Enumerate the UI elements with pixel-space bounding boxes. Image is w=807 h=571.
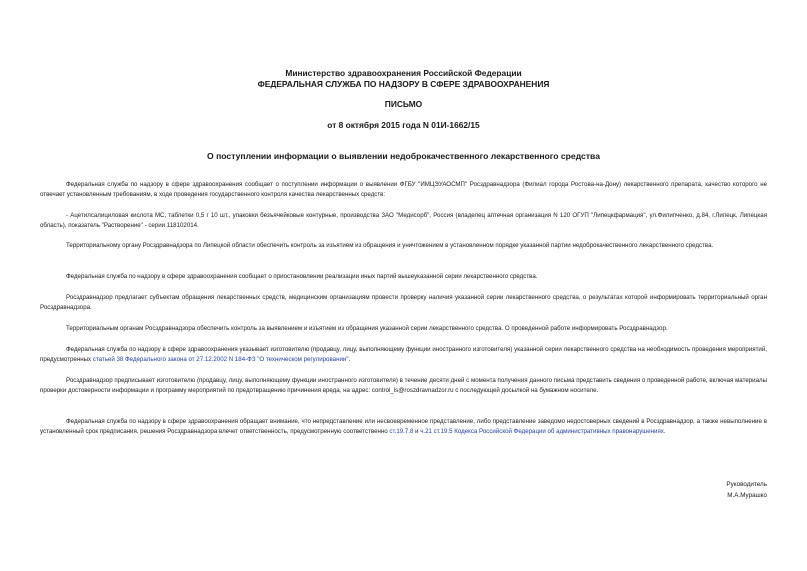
paragraph-2: - Ацетилсалициловая кислота МС, таблетки 0,5 г 10 шт., упаковки безъячейковые контурные, производства ЗАО "Медисорб", Россия (владелец аптечная организация N 120 ОГУП "Липецкфармация", ул.Филипченко, д.84, г.Липецк, Липецкая область), показатель "Растворение" - серии 118102014. [40, 212, 767, 230]
paragraph-7 [40, 345, 767, 366]
law-184-fz-link[interactable]: статьей 38 Федерального закона от 27.12.2002 N 184-ФЗ "О техническом регулировании" [92, 356, 349, 364]
paragraph-9-mid: и [413, 428, 421, 436]
paragraph-9-text: Федеральная служба по надзору в сфере здравоохранения обращает внимание, что непредставление или несвоевременное представление, либо представление заведомо недостоверных сведений в Росздравнадзор, а также невыполнение в установленный срок предписания, решения Росздравнадзора влечет ответственность, предусмотренную соответственно [40, 418, 767, 436]
signature-name: М.А.Мурашко [727, 492, 767, 499]
paragraph-3: Территориальному органу Росздравнадзора по Липецкой области обеспечить контроль за изъятием из обращения и уничтожением в установленном порядке указанной партии недоброкачественного лекарственного средства. [66, 242, 714, 249]
paragraph-7-text: Федеральная служба по надзору в сфере здравоохранения указывает изготовителю (продавцу, лицу, выполняющему функции иностранного изготовителя) указанной серии лекарственного средства на необходимость проведения мероприятий, предусмотренных [40, 346, 767, 364]
paragraph-9 [40, 417, 767, 438]
paragraph-4: Федеральная служба по надзору в сфере здравоохранения сообщает о приостановлении реализации иных партий вышеуказанной серии лекарственного средства. [66, 273, 538, 280]
koap-19-7-8-link[interactable]: ст.19.7.8 [389, 428, 414, 436]
paragraph-7-end: . [348, 356, 351, 364]
paragraph-6: Территориальным органам Росздравнадзора обеспечить контроль за выявлением и изъятием из обращения указанной серии лекарственного средства. О проведенной работе информировать Росздравнадзор. [66, 325, 668, 332]
paragraph-9-end: . [663, 428, 666, 436]
document-subject: О поступлении информации о выявлении недоброкачественного лекарственного средства [207, 151, 600, 161]
paragraph-1: Федеральная служба по надзору в сфере здравоохранения сообщает о поступлении информации о выявлении ФГБУ "ИМЦЭУАОСМП" Росздравнадзора (Филиал города Ростова-на-Дону) лекарственного препарата, качество которого не отвечает установленным требованиям, в ходе проведения государственного контроля качества лекарственных средств: [40, 181, 767, 199]
signature-title: Руководитель [726, 481, 767, 488]
ministry-name: Министерство здравоохранения Российской Федерации [285, 68, 522, 78]
document-date-number: от 8 октября 2015 года N 01И-1662/15 [327, 120, 480, 130]
koap-19-5-link[interactable]: ч.21 ст.19.5 Кодекса Российской Федерации об административных правонарушениях [420, 428, 664, 436]
service-name: ФЕДЕРАЛЬНАЯ СЛУЖБА ПО НАДЗОРУ В СФЕРЕ ЗДРАВООХРАНЕНИЯ [257, 79, 550, 89]
paragraph-8: Росздравнадзор предписывает изготовителю (продавцу, лицу, выполняющему функции иностранного изготовителя) в течение десяти дней с момента получения данного письма представить сведения о проведенной работе, включая материалы проверки достоверности информации и программу мероприятий по предотвращению причинения вреда, на адрес: control_ls@roszdravnadzor.ru с последующей досылкой на бумажном носителе. [40, 377, 767, 395]
paragraph-5: Росздравнадзор предлагает субъектам обращения лекарственных средств, медицинским организациям провести проверку наличия указанной серии лекарственного средства, о результатах которой информировать территориальный орган Росздравнадзора. [40, 294, 767, 312]
document-type: ПИСЬМО [384, 99, 423, 109]
